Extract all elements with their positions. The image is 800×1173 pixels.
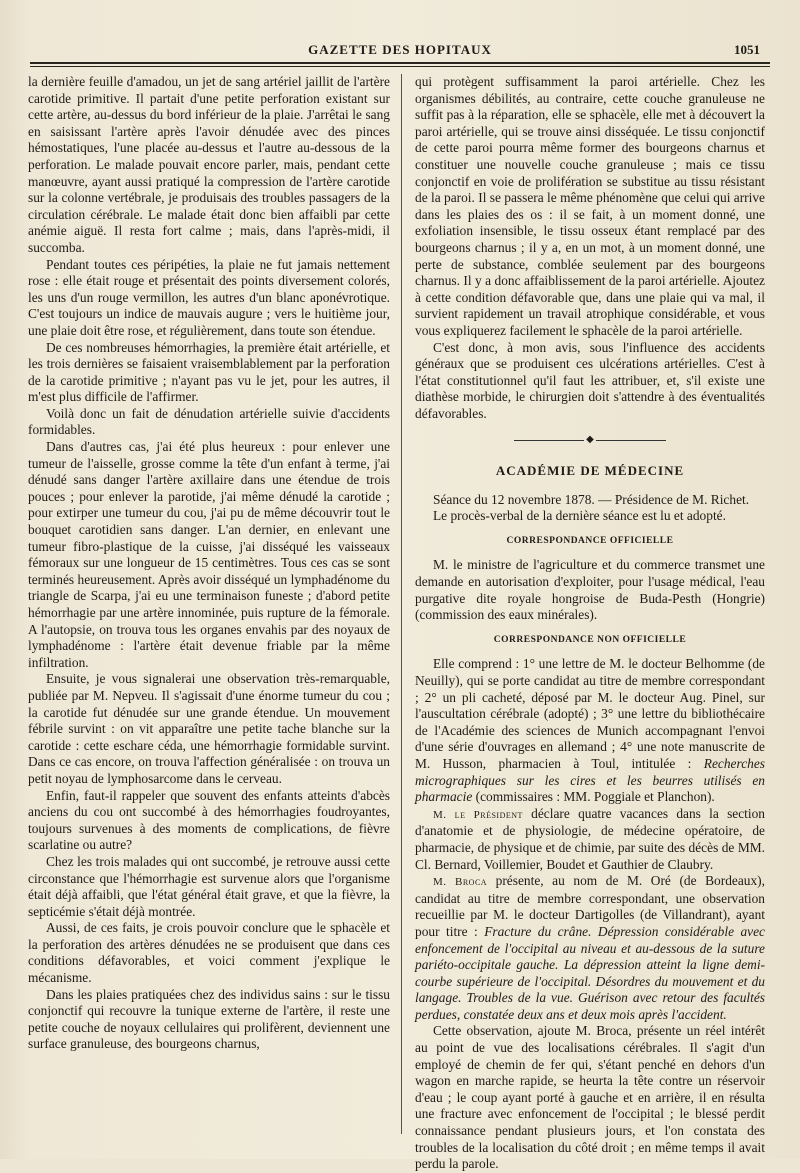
- column-divider: [401, 74, 402, 1134]
- paragraph: Dans les plaies pratiquées chez des individus sains : sur le tissu conjonctif qui recouvre la tunique externe de l'artère, il reste une petite couche de noyaux cellulaires qui prolifèrent, deviennent une surface granuleuse, des bourgeons charnus,: [28, 986, 390, 1052]
- paragraph: Dans d'autres cas, j'ai été plus heureux : pour enlever une tumeur de l'aisselle, grosse comme la tête d'un enfant à terme, j'ai dénudé sans danger l'artère axillaire dans une étendue de trois pouces ; pour enlever la parotide, j'ai même dénudé la carotide ; pour extirper une tumeur du cou, j'ai pu de même découvrir tout le bouquet carotidien sans danger. L'an dernier, en enlevant une tumeur fibro-plastique de la cuisse, j'ai disséqué les vaisseaux fémoraux sur une longueur de 15 centimètres. Tous ces cas se sont terminés heureusement. Après avoir disséqué un lymphadénome du triangle de Scarpa, j'ai eu une terminaison funeste ; d'abord petite hémorrhagie par une artère innominée, puis rupture de la fémorale. A l'autopsie, on trouva tous les organes envahis par des noyaux de lymphadénome : l'artère était devenue friable par la même infiltration.: [28, 439, 390, 670]
- journal-title: GAZETTE DES HOPITAUX: [308, 42, 492, 57]
- paragraph: Pendant toutes ces péripéties, la plaie ne fut jamais nettement rose : elle était rouge et présentait des points diversement colorés, les uns d'un rouge vermillon, les autres d'un blanc aponévrotique. C'est toujours un indice de mauvais augure ; vers le huitième jour, une plaie doit être rose, et régulièrement, dans toute son étendue.: [28, 256, 390, 338]
- text-run: déclare quatre vacances dans la section d'anatomie et de physiologie, de médecine opératoire, de pharmacie, de physique et de chimie, par suite des décès de MM. Cl. Bernard, Voillemier, Boudet et Gauthier de Claubry.: [415, 805, 765, 872]
- italic-title: Recherches micrographiques sur les cires et les beurres utilisés en pharmacie: [415, 755, 765, 805]
- paragraph: Enfin, faut-il rappeler que souvent des enfants atteints d'abcès anciens du cou ont succombé à des hémorrhagies foudroyantes, toujours survenues à des moments de complications, de fièvre scarlatine ou autre?: [28, 787, 390, 853]
- paragraph: Ensuite, je vous signalerai une observation très-remarquable, publiée par M. Nepveu. Il s'agissait d'une énorme tumeur du cou ; la carotide fut dénudée sur une grande étendue. Un mouvement fébrile survint : on vit apparaître une petite tache blanche sur la carotide : cette eschare céda, une hémorrhagie formidable survint. Dans ce cas encore, on trouva l'affection généralisée : on trouva un petit noyau de lymphosarcome dans le cerveau.: [28, 671, 390, 786]
- paragraph: la dernière feuille d'amadou, un jet de sang artériel jaillit de l'artère carotide primitive. Il partait d'une petite perforation existant sur cette artère, au-dessus du bord inférieur de la plaie. J'arrêtai le sang en saisissant l'artère après l'avoir dénudée avec des pinces hémostatiques, l'une placée au-dessus et l'autre au-dessous de la perforation. Le malade pouvait encore parler, mais, pendant cette manœuvre, ayant aussi pratiqué la compression de l'artère carotide sur la colonne vertébrale, je produisais des troubles passagers de la circulation cérébrale. Le malade était donc bien affaibli par cette anémie aiguë. Il resta fort calme ; mais, dans l'après-midi, il succomba.: [28, 74, 390, 255]
- right-column: [415, 74, 765, 1173]
- paragraph: C'est donc, à mon avis, sous l'influence des accidents généraux que se produisent ces ulcérations artérielles. C'est à l'état constitutionnel qu'il faut les attribuer, et, s'il existe une diathèse morbide, le chirurgien doit s'attendre à des éventualités défavorables.: [415, 339, 765, 421]
- paragraph: [415, 806, 765, 873]
- ornament-icon: ◆: [583, 434, 597, 446]
- text-run: présente, au nom de M. Oré (de Bordeaux), candidat au titre de membre correspondant, une observation recueillie par M. le docteur Dartigolles (de Villandrant), ayant pour titre :: [415, 873, 765, 939]
- paragraph: [415, 656, 765, 805]
- nonofficial-correspondence-heading: CORRESPONDANCE NON OFFICIELLE: [493, 634, 687, 645]
- text-run: (commissaires : MM. Poggiale et Planchon).: [472, 789, 715, 805]
- section-title: ACADÉMIE DE MÉDECINE: [495, 463, 685, 479]
- paragraph: [415, 873, 765, 1023]
- paragraph: M. le ministre de l'agriculture et du commerce transmet une demande en autorisation d'exploiter, pour l'usage médical, l'eau purgative dite royale hongroise de Buda-Pesth (Hongrie) (commission des eaux minérales).: [415, 557, 765, 623]
- paragraph: Aussi, de ces faits, je crois pouvoir conclure que le sphacèle et la perforation des artères dénudées ne se produisent que dans ces conditions défavorables, et voici comment j'explique le mécanisme.: [28, 920, 390, 986]
- left-column: [28, 74, 390, 1053]
- speaker-label: M. le Président: [433, 808, 523, 821]
- page-header: [30, 38, 770, 60]
- section-separator: [415, 432, 765, 449]
- speaker-label: M. Broca: [433, 876, 488, 889]
- italic-title: Fracture du crâne. Dépression considérable avec enfoncement de l'occipital au niveau et au-dessous de la suture pariéto-occipitale gauche. La dépression atteint la ligne demi-courbe supérieure de l'occipital. Désordres du mouvement et du langage. Troubles de la vue. Guérison avec retour des facultés perdues, constatée deux ans et deux mois après l'accident.: [415, 923, 766, 1022]
- header-rule-thin: [30, 66, 770, 67]
- text-run: Elle comprend : 1° une lettre de M. le docteur Belhomme (de Neuilly), qui se porte candidat au titre de membre correspondant ; 2° un pli cacheté, déposé par M. le docteur Aug. Pinel, sur l'auscultation cérébrale (adopté) ; 3° une lettre du bibliothécaire de l'Académie des sciences de Munich accompagnant l'envoi d'une série d'ouvrages en allemand ; 4° une note manuscrite de M. Husson, pharmacien à Toul, intitulée :: [415, 656, 765, 771]
- page-number: 1051: [734, 42, 760, 57]
- minutes-line: Le procès-verbal de la dernière séance est lu et adopté.: [433, 508, 726, 524]
- header-rule-thick: [30, 62, 770, 64]
- official-correspondence-heading: CORRESPONDANCE OFFICIELLE: [506, 535, 674, 546]
- paragraph: Chez les trois malades qui ont succombé, je retrouve aussi cette circonstance que l'hémorrhagie est survenue alors que l'organisme était déjà affaibli, que l'état général était grave, et que la fièvre, la septicémie s'était déjà montrée.: [28, 853, 390, 919]
- session-line: Séance du 12 novembre 1878. — Présidence de M. Richet.: [433, 491, 750, 507]
- paragraph: Cette observation, ajoute M. Broca, présente un réel intérêt au point de vue des localisations cérébrales. Il s'agit d'un employé de chemin de fer qui, s'étant penché en dehors d'un wagon en marche rapide, se heurta la tête contre un réservoir d'eau ; le coup ayant porté à gauche et en arrière, il en résulta une fracture avec enfoncement de l'occipital ; le blessé perdit connaissance pendant plusieurs jours, et l'on constata des troubles de la localisation du côté droit ; en même temps il avait perdu la parole.: [415, 1023, 765, 1172]
- paragraph: De ces nombreuses hémorrhagies, la première était artérielle, et les trois dernières se faisaient vraisemblablement par la perforation de la carotide primitive ; n'ayant pas vu le jet, pour les autres, il m'est plus difficile de l'affirmer.: [28, 339, 390, 405]
- paragraph: qui protègent suffisamment la paroi artérielle. Chez les organismes débilités, au contraire, cette couche granuleuse ne suffit pas à la réparation, elle se sphacèle, elle met à découvert la paroi artérielle, qui se trouve ainsi disséquée. Le tissu conjonctif de cette paroi pourra même former des bourgeons charnus et constituer une nouvelle couche granuleuse ; mais ce tissu conjonctif en voie de prolifération se substitue au tissu résistant de la paroi. Il se passera le même phénomène que celui qui arrive dans les plaies des os : il se fait, à un moment donné, une exfoliation insensible, le tissu osseux étant remplacé par des bourgeons charnus ; il y a, en un mot, à un moment donné, une perte de substance, comblée seulement par des bourgeons charnus. Il y a donc affaiblissement de la paroi artérielle. Ajoutez à cette condition défavorable que, dans une plaie qui va mal, il survient rapidement un travail atrophique considérable, et vous vous expliquerez facilement le sphacèle de la paroi artérielle.: [415, 74, 765, 338]
- paragraph: Voilà donc un fait de dénudation artérielle suivie d'accidents formidables.: [28, 405, 390, 438]
